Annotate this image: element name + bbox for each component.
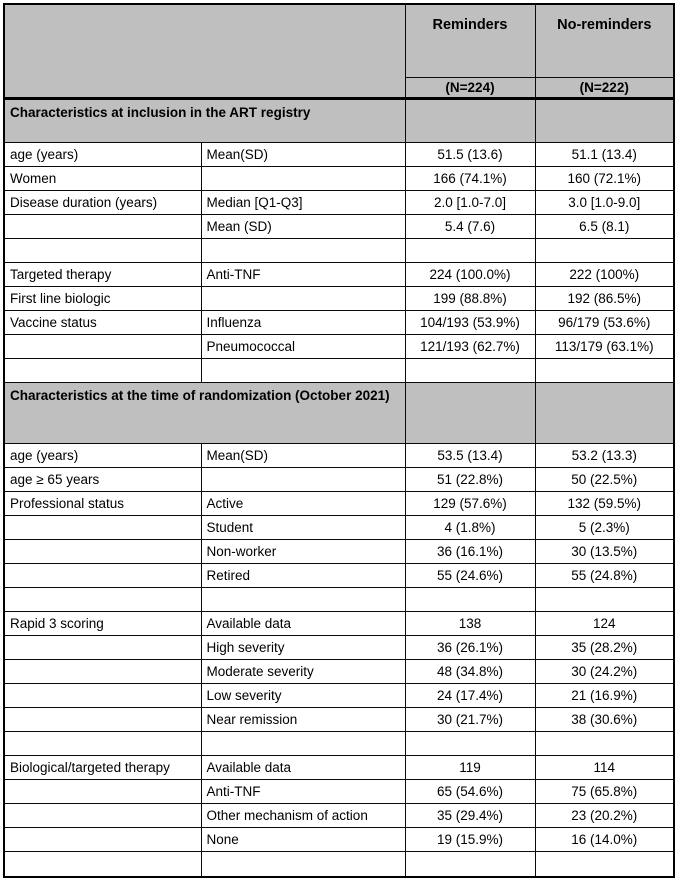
cell-no-reminders: 114 bbox=[535, 756, 674, 780]
cell-reminders: 5.4 (7.6) bbox=[405, 215, 535, 239]
row-sublabel: Non-worker bbox=[201, 540, 405, 564]
header-reminders: Reminders bbox=[405, 4, 535, 78]
table-row bbox=[4, 287, 674, 311]
cell-no-reminders: 132 (59.5%) bbox=[535, 492, 674, 516]
row-sublabel: Moderate severity bbox=[201, 660, 405, 684]
row-sublabel: Mean (SD) bbox=[201, 215, 405, 239]
table-row bbox=[4, 660, 674, 684]
cell-reminders: 4 (1.8%) bbox=[405, 516, 535, 540]
cell-reminders bbox=[405, 852, 535, 878]
row-sublabel: Median [Q1-Q3] bbox=[201, 191, 405, 215]
table-header bbox=[4, 4, 674, 99]
spacer-row bbox=[4, 359, 674, 383]
row-label bbox=[4, 335, 201, 359]
row-label: age ≥ 65 years bbox=[4, 468, 201, 492]
table-row bbox=[4, 191, 674, 215]
table-body bbox=[4, 99, 674, 878]
table-row bbox=[4, 311, 674, 335]
header-row-groups bbox=[4, 4, 674, 78]
table-row bbox=[4, 708, 674, 732]
row-sublabel: Influenza bbox=[201, 311, 405, 335]
section-header-row bbox=[4, 99, 674, 143]
table-row bbox=[4, 756, 674, 780]
table-row bbox=[4, 468, 674, 492]
row-label: Vaccine status bbox=[4, 311, 201, 335]
row-label bbox=[4, 660, 201, 684]
row-label: Biological/targeted therapy bbox=[4, 756, 201, 780]
cell-reminders: 121/193 (62.7%) bbox=[405, 335, 535, 359]
table-row bbox=[4, 215, 674, 239]
cell-reminders: 51.5 (13.6) bbox=[405, 143, 535, 167]
section-cell-reminders bbox=[405, 383, 535, 444]
row-sublabel: Mean(SD) bbox=[201, 143, 405, 167]
section-cell-no-reminders bbox=[535, 99, 674, 143]
row-sublabel: High severity bbox=[201, 636, 405, 660]
header-empty-cell bbox=[4, 4, 405, 99]
cell-reminders bbox=[405, 588, 535, 612]
spacer-row bbox=[4, 239, 674, 263]
row-label bbox=[4, 636, 201, 660]
row-label bbox=[4, 828, 201, 852]
row-label bbox=[4, 852, 201, 878]
row-sublabel: Low severity bbox=[201, 684, 405, 708]
table-row bbox=[4, 564, 674, 588]
row-sublabel: Available data bbox=[201, 756, 405, 780]
table-row bbox=[4, 684, 674, 708]
cell-no-reminders: 5 (2.3%) bbox=[535, 516, 674, 540]
cell-no-reminders: 21 (16.9%) bbox=[535, 684, 674, 708]
cell-reminders: 36 (26.1%) bbox=[405, 636, 535, 660]
spacer-row bbox=[4, 588, 674, 612]
cell-no-reminders bbox=[535, 588, 674, 612]
table-row bbox=[4, 516, 674, 540]
row-sublabel: Active bbox=[201, 492, 405, 516]
cell-no-reminders: 30 (24.2%) bbox=[535, 660, 674, 684]
cell-reminders bbox=[405, 732, 535, 756]
cell-no-reminders: 55 (24.8%) bbox=[535, 564, 674, 588]
cell-no-reminders bbox=[535, 852, 674, 878]
header-n-reminders: (N=224) bbox=[405, 78, 535, 99]
cell-no-reminders: 192 (86.5%) bbox=[535, 287, 674, 311]
cell-reminders: 55 (24.6%) bbox=[405, 564, 535, 588]
row-label bbox=[4, 804, 201, 828]
row-sublabel bbox=[201, 239, 405, 263]
cell-no-reminders: 113/179 (63.1%) bbox=[535, 335, 674, 359]
row-label: Professional status bbox=[4, 492, 201, 516]
spacer-row bbox=[4, 732, 674, 756]
row-label: Rapid 3 scoring bbox=[4, 612, 201, 636]
table-row bbox=[4, 492, 674, 516]
row-label bbox=[4, 516, 201, 540]
spacer-row bbox=[4, 852, 674, 878]
cell-no-reminders: 38 (30.6%) bbox=[535, 708, 674, 732]
row-label bbox=[4, 732, 201, 756]
cell-reminders: 224 (100.0%) bbox=[405, 263, 535, 287]
row-sublabel: Anti-TNF bbox=[201, 780, 405, 804]
row-label bbox=[4, 708, 201, 732]
table-row bbox=[4, 444, 674, 468]
cell-reminders: 129 (57.6%) bbox=[405, 492, 535, 516]
row-sublabel bbox=[201, 287, 405, 311]
section-title: Characteristics at the time of randomization (October 2021) bbox=[4, 383, 405, 444]
row-sublabel bbox=[201, 588, 405, 612]
table-row bbox=[4, 335, 674, 359]
row-label bbox=[4, 215, 201, 239]
section-title: Characteristics at inclusion in the ART registry bbox=[4, 99, 405, 143]
row-sublabel bbox=[201, 852, 405, 878]
cell-no-reminders: 75 (65.8%) bbox=[535, 780, 674, 804]
row-sublabel bbox=[201, 468, 405, 492]
row-sublabel: Pneumococcal bbox=[201, 335, 405, 359]
row-sublabel bbox=[201, 167, 405, 191]
table-row bbox=[4, 828, 674, 852]
row-label bbox=[4, 684, 201, 708]
cell-no-reminders: 3.0 [1.0-9.0] bbox=[535, 191, 674, 215]
row-label: First line biologic bbox=[4, 287, 201, 311]
header-n-no-reminders: (N=222) bbox=[535, 78, 674, 99]
cell-reminders bbox=[405, 239, 535, 263]
cell-no-reminders: 30 (13.5%) bbox=[535, 540, 674, 564]
row-sublabel: Anti-TNF bbox=[201, 263, 405, 287]
cell-no-reminders: 124 bbox=[535, 612, 674, 636]
header-no-reminders: No-reminders bbox=[535, 4, 674, 78]
table-row bbox=[4, 263, 674, 287]
cell-reminders: 19 (15.9%) bbox=[405, 828, 535, 852]
row-label bbox=[4, 588, 201, 612]
cell-no-reminders bbox=[535, 239, 674, 263]
cell-reminders: 24 (17.4%) bbox=[405, 684, 535, 708]
row-label: Women bbox=[4, 167, 201, 191]
row-label: age (years) bbox=[4, 444, 201, 468]
cell-reminders: 30 (21.7%) bbox=[405, 708, 535, 732]
cell-reminders: 166 (74.1%) bbox=[405, 167, 535, 191]
row-sublabel: Mean(SD) bbox=[201, 444, 405, 468]
cell-reminders: 51 (22.8%) bbox=[405, 468, 535, 492]
row-label bbox=[4, 239, 201, 263]
cell-reminders: 138 bbox=[405, 612, 535, 636]
cell-reminders: 119 bbox=[405, 756, 535, 780]
cell-reminders: 2.0 [1.0-7.0] bbox=[405, 191, 535, 215]
cell-no-reminders: 50 (22.5%) bbox=[535, 468, 674, 492]
row-sublabel: Other mechanism of action bbox=[201, 804, 405, 828]
row-sublabel bbox=[201, 732, 405, 756]
table-row bbox=[4, 540, 674, 564]
cell-reminders: 199 (88.8%) bbox=[405, 287, 535, 311]
row-label: age (years) bbox=[4, 143, 201, 167]
table-row bbox=[4, 143, 674, 167]
cell-no-reminders: 53.2 (13.3) bbox=[535, 444, 674, 468]
cell-no-reminders bbox=[535, 359, 674, 383]
table-row bbox=[4, 780, 674, 804]
section-cell-no-reminders bbox=[535, 383, 674, 444]
table-row bbox=[4, 804, 674, 828]
cell-reminders: 36 (16.1%) bbox=[405, 540, 535, 564]
row-label: Targeted therapy bbox=[4, 263, 201, 287]
row-label bbox=[4, 359, 201, 383]
section-cell-reminders bbox=[405, 99, 535, 143]
cell-reminders bbox=[405, 359, 535, 383]
row-sublabel: None bbox=[201, 828, 405, 852]
row-label bbox=[4, 780, 201, 804]
cell-no-reminders bbox=[535, 732, 674, 756]
cell-no-reminders: 35 (28.2%) bbox=[535, 636, 674, 660]
section-header-row bbox=[4, 383, 674, 444]
cell-no-reminders: 222 (100%) bbox=[535, 263, 674, 287]
cell-no-reminders: 160 (72.1%) bbox=[535, 167, 674, 191]
cell-no-reminders: 51.1 (13.4) bbox=[535, 143, 674, 167]
table-row bbox=[4, 612, 674, 636]
row-sublabel: Available data bbox=[201, 612, 405, 636]
table-row bbox=[4, 167, 674, 191]
row-sublabel bbox=[201, 359, 405, 383]
row-sublabel: Student bbox=[201, 516, 405, 540]
row-label bbox=[4, 540, 201, 564]
cell-no-reminders: 23 (20.2%) bbox=[535, 804, 674, 828]
cell-reminders: 48 (34.8%) bbox=[405, 660, 535, 684]
cell-reminders: 53.5 (13.4) bbox=[405, 444, 535, 468]
table-row bbox=[4, 636, 674, 660]
characteristics-table-wrapper bbox=[3, 3, 675, 878]
row-label bbox=[4, 564, 201, 588]
cell-reminders: 65 (54.6%) bbox=[405, 780, 535, 804]
characteristics-table bbox=[3, 3, 675, 878]
row-sublabel: Retired bbox=[201, 564, 405, 588]
cell-no-reminders: 6.5 (8.1) bbox=[535, 215, 674, 239]
cell-no-reminders: 96/179 (53.6%) bbox=[535, 311, 674, 335]
row-label: Disease duration (years) bbox=[4, 191, 201, 215]
cell-reminders: 35 (29.4%) bbox=[405, 804, 535, 828]
cell-reminders: 104/193 (53.9%) bbox=[405, 311, 535, 335]
row-sublabel: Near remission bbox=[201, 708, 405, 732]
cell-no-reminders: 16 (14.0%) bbox=[535, 828, 674, 852]
